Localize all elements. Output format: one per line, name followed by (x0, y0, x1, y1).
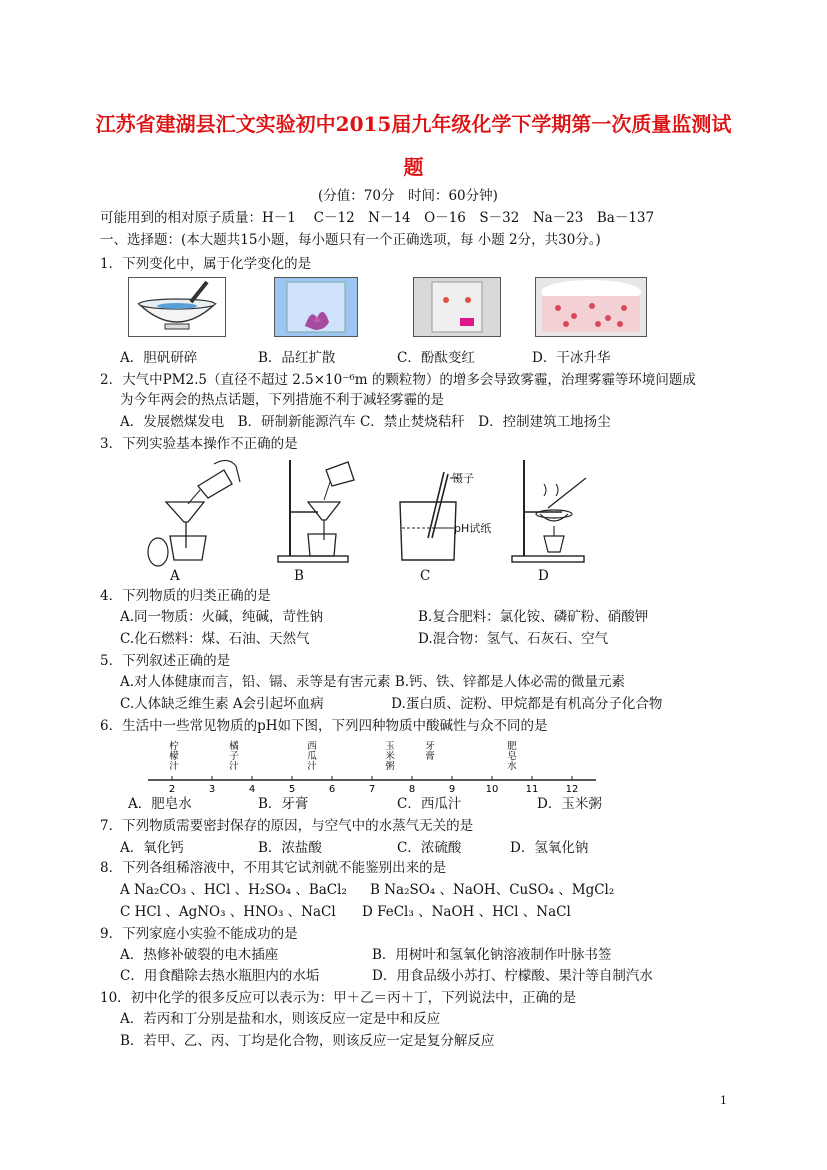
q8-stem: 8．下列各组稀溶液中，不用其它试剂就不能鉴别出来的是 (100, 860, 447, 876)
q7-stem: 7．下列物质需要密封保存的原因，与空气中的水蒸气无关的是 (100, 818, 474, 834)
q5-options-ab: A.对人体健康而言，铅、镉、汞等是有害元素 B.钙、铁、锌都是人体必需的微量元素 (120, 674, 626, 690)
q6-option-c: C．西瓜汁 (397, 796, 462, 812)
exam-title-line2: 题 (403, 155, 424, 179)
q9-option-d: D．用食品级小苏打、柠檬酸、果汁等自制汽水 (372, 968, 653, 984)
ph-substance-label: 西瓜汁 (307, 741, 317, 772)
ph-substance-label: 牙膏 (425, 741, 435, 762)
q1-option-a: A．胆矾研碎 (120, 350, 198, 366)
q9-stem: 9．下列家庭小实验不能成功的是 (100, 926, 298, 942)
ph-tick-label: 11 (525, 784, 539, 794)
q1-stem: 1．下列变化中，属于化学变化的是 (100, 256, 312, 272)
q5-options-cd: C.人体缺乏维生素 A会引起坏血病 D.蛋白质、淀粉、甲烷都是有机高分子化合物 (120, 696, 663, 712)
q9-option-a: A．热修补破裂的电木插座 (120, 947, 279, 963)
q4-option-c: C.化石燃料：煤、石油、天然气 (120, 631, 310, 647)
q8-option-c: C HCl 、AgNO₃ 、HNO₃ 、NaCl (120, 904, 336, 920)
q7-option-c: C．浓硫酸 (397, 840, 462, 856)
ph-tick-label: 6 (328, 784, 336, 794)
ph-paper-label: pH试纸 (454, 522, 492, 535)
q5-stem: 5．下列叙述正确的是 (100, 653, 231, 669)
dry-ice-sublimation-image (535, 277, 647, 337)
q3-label-d: D (538, 568, 549, 584)
atomic-mass-line: 可能用到的相对原子质量：H－1 C－12 N－14 O－16 S－32 Na－23 Ba－137 (100, 210, 655, 226)
ph-substance-label: 橘子汁 (229, 741, 239, 772)
ph-test-figure (392, 466, 502, 568)
phenolphthalein-image (413, 277, 501, 337)
q10-stem: 10．初中化学的很多反应可以表示为：甲＋乙＝丙＋丁，下列说法中，正确的是 (100, 990, 577, 1006)
q2-stem-line2: 为今年两会的热点话题，下列措施不利于减轻雾霾的是 (120, 392, 444, 408)
q4-option-a: A.同一物质：火碱，纯碱，苛性钠 (120, 609, 324, 625)
q3-stem: 3．下列实验基本操作不正确的是 (100, 436, 298, 452)
q6-option-d: D．玉米粥 (537, 796, 602, 812)
q1-option-c: C．酚酞变红 (397, 350, 475, 366)
mortar-image (128, 277, 226, 337)
q4-option-d: D.混合物：氢气、石灰石、空气 (418, 631, 609, 647)
section-heading: 一、选择题：(本大题共15小题，每小题只有一个正确选项，每 小题 2分，共30分。) (100, 232, 601, 248)
pouring-funnel-figure (128, 456, 248, 568)
ph-substance-label: 柠檬汁 (169, 741, 179, 772)
ph-tick-label: 3 (208, 784, 216, 794)
q8-option-d: D FeCl₃ 、NaOH 、HCl 、NaCl (362, 904, 571, 920)
q7-option-d: D．氢氧化钠 (510, 840, 589, 856)
ph-tick-label: 4 (248, 784, 256, 794)
ph-tick-label: 7 (368, 784, 376, 794)
score-time: (分值：70分 时间：60分钟) (318, 188, 498, 204)
q6-option-b: B．牙膏 (258, 796, 309, 812)
q4-option-b: B.复合肥料：氯化铵、磷矿粉、硝酸钾 (418, 609, 649, 625)
q7-option-b: B．浓盐酸 (258, 840, 322, 856)
q9-option-c: C．用食醋除去热水瓶胆内的水垢 (120, 968, 320, 984)
ph-tick-label: 8 (408, 784, 416, 794)
exam-title-line1: 江苏省建湖县汇文实验初中2015届九年级化学下学期第一次质量监测试 (95, 112, 732, 136)
q10-option-a: A．若丙和丁分别是盐和水，则该反应一定是中和反应 (120, 1011, 441, 1027)
q8-option-b: B Na₂SO₄ 、NaOH、CuSO₄ 、MgCl₂ (370, 882, 615, 898)
red-ink-diffusion-image (274, 277, 358, 337)
q10-option-b: B．若甲、乙、丙、丁均是化合物，则该反应一定是复分解反应 (120, 1033, 495, 1049)
q2-stem-line1: 2．大气中PM2.5（直径不超过 2.5×10⁻⁶m 的颗粒物）的增多会导致雾霾，治理雾霾等环境问题成 (100, 372, 696, 388)
ph-tick-label: 5 (288, 784, 296, 794)
tweezers-label: 镊子 (452, 472, 474, 485)
q9-option-b: B．用树叶和氢氧化钠溶液制作叶脉书签 (372, 947, 612, 963)
q8-option-a: A Na₂CO₃ 、HCl 、H₂SO₄ 、BaCl₂ (120, 882, 347, 898)
ph-substance-label: 肥皂水 (507, 741, 517, 772)
ph-substance-label: 玉米粥 (385, 741, 395, 772)
q3-label-a: A (170, 568, 180, 584)
ph-tick-label: 12 (565, 784, 579, 794)
q6-stem: 6．生活中一些常见物质的pH如下图，下列四种物质中酸碱性与众不同的是 (100, 718, 548, 734)
ph-scale-figure (140, 740, 600, 794)
q4-stem: 4．下列物质的归类正确的是 (100, 588, 271, 604)
ph-tick-label: 10 (485, 784, 499, 794)
ph-tick-label: 9 (448, 784, 456, 794)
q3-label-b: B (294, 568, 304, 584)
q3-label-c: C (420, 568, 431, 584)
ph-tick-label: 2 (168, 784, 176, 794)
q1-option-d: D．干冰升华 (532, 350, 611, 366)
q1-option-b: B．品红扩散 (258, 350, 336, 366)
page-number: 1 (720, 1094, 727, 1107)
q7-option-a: A．氧化钙 (120, 840, 184, 856)
evaporation-figure (504, 456, 596, 564)
q2-options: A．发展燃煤发电 B．研制新能源汽车 C．禁止焚烧秸秆 D．控制建筑工地扬尘 (120, 414, 611, 430)
filtration-figure (268, 456, 360, 564)
q6-option-a: A．肥皂水 (128, 796, 192, 812)
